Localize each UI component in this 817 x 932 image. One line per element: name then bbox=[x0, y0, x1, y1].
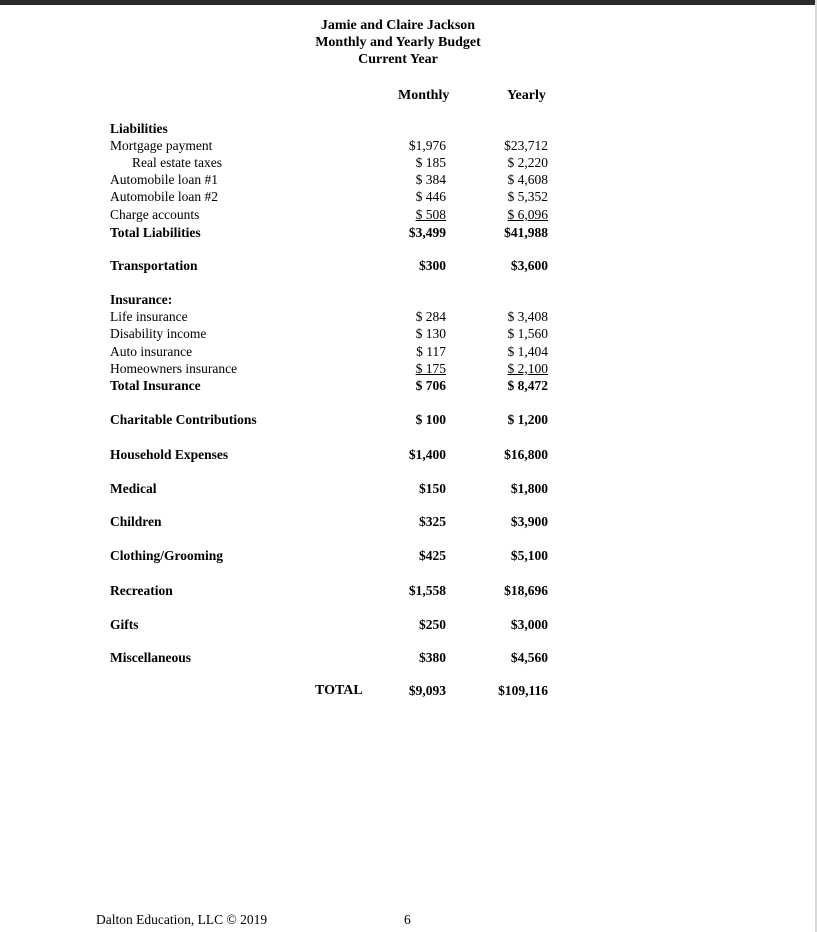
row-label: Automobile loan #1 bbox=[110, 172, 218, 187]
transportation-row bbox=[0, 257, 817, 274]
monthly-value: $380 bbox=[419, 650, 446, 665]
row-label: Charge accounts bbox=[110, 207, 200, 222]
row-label: Homeowners insurance bbox=[110, 361, 238, 376]
yearly-value: $ 5,352 bbox=[507, 189, 548, 204]
table-row bbox=[0, 154, 817, 171]
page-number: 6 bbox=[404, 912, 411, 927]
liabilities-header: Liabilities bbox=[110, 121, 168, 136]
column-header-yearly: Yearly bbox=[507, 88, 546, 103]
grand-total-row bbox=[0, 682, 817, 699]
row-label: Mortgage payment bbox=[110, 138, 213, 153]
monthly-value: $1,400 bbox=[408, 447, 446, 462]
yearly-value: $4,560 bbox=[510, 650, 548, 665]
table-row bbox=[0, 308, 817, 325]
row-label: Recreation bbox=[110, 583, 173, 598]
miscellaneous-row bbox=[0, 649, 817, 666]
recreation-row bbox=[0, 582, 817, 599]
row-label: Transportation bbox=[110, 258, 198, 273]
monthly-value: $1,976 bbox=[408, 138, 446, 153]
yearly-value: $23,712 bbox=[504, 138, 548, 153]
row-label: Auto insurance bbox=[110, 344, 193, 359]
table-row bbox=[0, 137, 817, 154]
row-label: Charitable Contributions bbox=[110, 412, 257, 427]
children-row bbox=[0, 513, 817, 530]
yearly-total: $109,116 bbox=[498, 683, 548, 698]
table-row bbox=[0, 325, 817, 342]
total-insurance-row bbox=[0, 377, 817, 394]
row-label: Children bbox=[110, 514, 162, 529]
row-label: Real estate taxes bbox=[132, 155, 222, 170]
monthly-value: $150 bbox=[419, 481, 446, 496]
column-header-monthly: Monthly bbox=[398, 88, 450, 103]
monthly-value: $3,499 bbox=[408, 225, 446, 240]
yearly-value: $5,100 bbox=[510, 548, 548, 563]
household-expenses-row bbox=[0, 446, 817, 463]
monthly-value: $1,558 bbox=[408, 583, 446, 598]
row-label: Disability income bbox=[110, 326, 207, 341]
yearly-value: $ 1,560 bbox=[507, 326, 548, 341]
title-line-names: Jamie and Claire Jackson bbox=[320, 18, 476, 33]
yearly-value: $ 2,100 bbox=[507, 361, 548, 376]
gifts-row bbox=[0, 616, 817, 633]
yearly-value: $18,696 bbox=[504, 583, 548, 598]
monthly-value: $ 130 bbox=[415, 326, 446, 341]
yearly-value: $3,900 bbox=[510, 514, 548, 529]
yearly-value: $3,600 bbox=[510, 258, 548, 273]
table-row bbox=[0, 343, 817, 360]
yearly-value: $ 1,404 bbox=[507, 344, 548, 359]
yearly-value: $ 8,472 bbox=[507, 378, 548, 393]
clothing-grooming-row bbox=[0, 547, 817, 564]
monthly-value: $ 384 bbox=[415, 172, 446, 187]
monthly-value: $ 446 bbox=[415, 189, 446, 204]
liabilities-header-row bbox=[0, 120, 817, 137]
title-line-budget: Monthly and Yearly Budget bbox=[315, 35, 481, 50]
monthly-value: $250 bbox=[419, 617, 446, 632]
table-row bbox=[0, 171, 817, 188]
row-label: Total Liabilities bbox=[110, 225, 201, 240]
monthly-value: $ 117 bbox=[416, 344, 446, 359]
yearly-value: $41,988 bbox=[504, 225, 548, 240]
monthly-value: $300 bbox=[419, 258, 446, 273]
row-label: Miscellaneous bbox=[110, 650, 191, 665]
total-label: TOTAL bbox=[315, 683, 363, 698]
monthly-value: $ 508 bbox=[415, 207, 446, 222]
row-label: Medical bbox=[110, 481, 157, 496]
yearly-value: $ 1,200 bbox=[507, 412, 548, 427]
monthly-value: $ 175 bbox=[415, 361, 446, 376]
charitable-contributions-row bbox=[0, 411, 817, 428]
monthly-value: $ 284 bbox=[415, 309, 446, 324]
yearly-value: $ 3,408 bbox=[507, 309, 548, 324]
monthly-value: $325 bbox=[419, 514, 446, 529]
footer-publisher: Dalton Education, LLC © 2019 bbox=[96, 912, 268, 927]
document-title bbox=[250, 17, 546, 68]
top-border bbox=[0, 0, 817, 5]
row-label: Life insurance bbox=[110, 309, 188, 324]
yearly-value: $3,000 bbox=[510, 617, 548, 632]
row-label: Clothing/Grooming bbox=[110, 548, 224, 563]
monthly-value: $ 185 bbox=[415, 155, 446, 170]
monthly-value: $425 bbox=[419, 548, 446, 563]
monthly-value: $ 100 bbox=[415, 412, 446, 427]
monthly-total: $9,093 bbox=[408, 683, 446, 698]
row-label: Total Insurance bbox=[110, 378, 201, 393]
monthly-value: $ 706 bbox=[415, 378, 446, 393]
table-row bbox=[0, 360, 817, 377]
yearly-value: $1,800 bbox=[510, 481, 548, 496]
total-liabilities-row bbox=[0, 224, 817, 241]
table-row bbox=[0, 188, 817, 205]
row-label: Gifts bbox=[110, 617, 139, 632]
row-label: Household Expenses bbox=[110, 447, 229, 462]
yearly-value: $ 2,220 bbox=[507, 155, 548, 170]
table-row bbox=[0, 206, 817, 223]
insurance-header-row bbox=[0, 291, 817, 308]
yearly-value: $ 6,096 bbox=[507, 207, 548, 222]
yearly-value: $ 4,608 bbox=[507, 172, 548, 187]
yearly-value: $16,800 bbox=[504, 447, 548, 462]
title-line-year: Current Year bbox=[358, 52, 438, 67]
insurance-header: Insurance: bbox=[110, 292, 173, 307]
row-label: Automobile loan #2 bbox=[110, 189, 218, 204]
medical-row bbox=[0, 480, 817, 497]
